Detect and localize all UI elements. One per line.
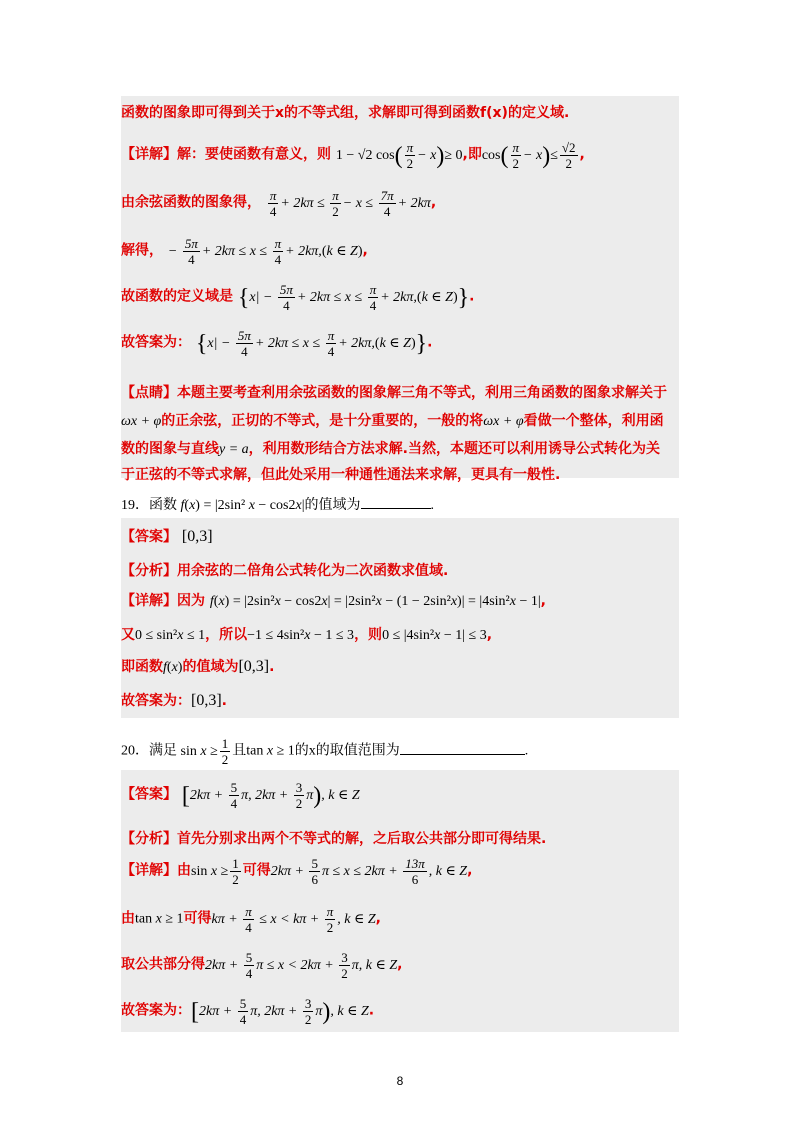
formula: f(x) = |2sin²x − cos2x| = |2sin²x − (1 − 2sin²x)| = |4sin²x − 1| — [209, 594, 541, 609]
text-line: 【详解】解：要使函数有意义，则 1 − √2 cos( $\frac{\pi}{2}$ − x)≥ 0,即cos( $\frac{\pi}{2}$ − x)≤ $\frac{√2}{2}$ , — [121, 140, 585, 171]
tag-detail: 【详解】 — [121, 146, 177, 163]
text-line — [121, 438, 660, 458]
text-line — [121, 382, 667, 402]
text: 故答案为： — [121, 1002, 191, 1019]
formula: [2kπ + $\frac{5}{4}$ π, 2kπ + $\frac{3}{2}$ π), k ∈ Z — [181, 780, 360, 811]
formula: − $\frac{5\pi}{4}$ + 2kπ ≤ x ≤ $\frac{\pi}{4}$ + 2kπ,(k ∈ Z) — [167, 236, 363, 267]
formula: {x| − $\frac{5\pi}{4}$ + 2kπ ≤ x ≤ $\frac{\pi}{4}$ + 2kπ,(k ∈ Z)} — [237, 282, 470, 313]
text: 又 — [121, 627, 135, 643]
text-line: 由余弦函数的图象得， $\frac{\pi}{4}$ + 2kπ ≤ $\frac{\pi}{2}$ − x ≤ $\frac{7\pi}{4}$ + 2kπ, — [121, 188, 437, 219]
solution-block-18 — [121, 96, 679, 483]
formula: kπ + $\frac{\pi}{4}$ ≤ x < kπ + $\frac{\pi}{2}$ , k ∈ Z — [211, 904, 376, 935]
text-line — [121, 780, 360, 811]
question-20 — [121, 736, 528, 767]
text-line: 【详解】由sin x ≥ $\frac{1}{2}$ 可得2kπ + $\frac{5}{6}$ π ≤ x ≤ 2kπ + $\frac{13\pi}{6}$ , k ∈ Z, — [121, 856, 473, 887]
question-19 — [121, 494, 434, 514]
text-line — [121, 828, 546, 848]
formula: ωx + φ — [121, 414, 162, 429]
formula: f(x) = |2sin² x − cos2x| — [180, 498, 305, 513]
formula: 2kπ + $\frac{5}{6}$ π ≤ x ≤ 2kπ + $\frac{13\pi}{6}$ , k ∈ Z — [270, 856, 468, 887]
formula: tan x ≥ 1 — [246, 743, 295, 759]
text-line: 故函数的定义域是 {x| − $\frac{5\pi}{4}$ + 2kπ ≤ x ≤ $\frac{\pi}{4}$ + 2kπ,(k ∈ Z)}. — [121, 282, 475, 313]
formula: tan x ≥ 1 — [135, 911, 184, 927]
text: . — [524, 743, 529, 759]
formula: −1 ≤ 4sin²x − 1 ≤ 3 — [247, 628, 355, 643]
tag-answer: 【答案】 — [121, 529, 177, 545]
formula: [2kπ + $\frac{5}{4}$ π, 2kπ + $\frac{3}{2}$ π), k ∈ Z — [191, 996, 369, 1027]
text: 看做一个整体，利用函 — [523, 413, 664, 429]
tag-detail: 【详解】 — [121, 593, 177, 609]
text-line — [121, 526, 213, 546]
answer-blank — [400, 754, 525, 755]
tag-analysis: 【分析】 — [121, 831, 177, 847]
tag-detail: 【详解】 — [121, 862, 177, 879]
text-line: 又0 ≤ sin²x ≤ 1，所以−1 ≤ 4sin²x − 1 ≤ 3，则0 ≤ |4sin²x − 1| ≤ 3, — [121, 627, 493, 643]
tag-answer: 【答案】 — [121, 786, 177, 803]
text: 故答案为： — [121, 334, 191, 351]
text: 函数的图象即可得到关于x的不等式组，求解即可得到函数f(x)的定义域. — [121, 105, 570, 121]
text-line: 故答案为：[2kπ + $\frac{5}{4}$ π, 2kπ + $\frac{3}{2}$ π), k ∈ Z. — [121, 996, 375, 1027]
formula: $\frac{\pi}{4}$ + 2kπ ≤ $\frac{\pi}{2}$ − x ≤ $\frac{7\pi}{4}$ + 2kπ — [269, 188, 431, 219]
text-line: 即函数f(x)的值域为[0,3]. — [121, 658, 275, 675]
tag-remark: 【点睛】 — [121, 385, 177, 401]
text: 由 — [177, 862, 191, 879]
text: . — [430, 498, 434, 513]
text: 可得 — [242, 862, 271, 879]
text: 故函数的定义域是 — [121, 288, 233, 305]
text: 解：要使函数有意义，则 — [177, 146, 331, 163]
text: ，利用数形结合方法求解.当然，本题还可以利用诱导公式转化为关 — [248, 441, 660, 457]
formula: sin x ≥ $\frac{1}{2}$ — [180, 736, 229, 767]
text: 故答案为： — [121, 693, 191, 709]
formula: 0 ≤ sin²x ≤ 1 — [135, 628, 206, 643]
text: 首先分别求出两个不等式的解，之后取公共部分即可得结果. — [177, 831, 547, 847]
formula: [0,3] — [238, 658, 270, 675]
text: 本题主要考查利用余弦函数的图象解三角不等式，利用三角函数的图象求解关于 — [177, 385, 667, 401]
text: 用余弦的二倍角公式转化为二次函数求值域. — [177, 563, 449, 579]
formula: ωx + φ — [483, 414, 524, 429]
answer-value: [0,3] — [181, 528, 213, 545]
text: 数的图象与直线 — [121, 441, 219, 457]
formula: sin x ≥ $\frac{1}{2}$ — [191, 856, 239, 887]
text-line — [121, 410, 664, 430]
text-line: 取公共部分得2kπ + $\frac{5}{4}$ π ≤ x < 2kπ + $\frac{3}{2}$ π, k ∈ Z, — [121, 950, 403, 981]
text-line — [121, 102, 569, 122]
text: 即函数 — [121, 659, 163, 675]
text-line: 故答案为： {x| − $\frac{5\pi}{4}$ + 2kπ ≤ x ≤ $\frac{\pi}{4}$ + 2kπ,(k ∈ Z)}. — [121, 328, 433, 359]
text-line: 由tan x ≥ 1可得kπ + $\frac{\pi}{4}$ ≤ x < kπ + $\frac{\pi}{2}$ , k ∈ Z, — [121, 904, 381, 935]
text: 解得， — [121, 242, 163, 259]
formula: 2kπ + $\frac{5}{4}$ π ≤ x < 2kπ + $\frac{3}{2}$ π, k ∈ Z — [205, 950, 398, 981]
question-number: 19．函数 — [121, 498, 177, 513]
text: 由余弦函数的图象得， — [121, 194, 261, 211]
text: 可得 — [183, 910, 212, 927]
text-line: 故答案为：[0,3]. — [121, 692, 227, 709]
solution-block-19 — [121, 518, 679, 718]
text: 的值域为 — [304, 498, 361, 513]
text: 的x的取值范围为 — [294, 743, 400, 759]
text: ，则 — [354, 627, 383, 643]
question-number: 20．满足 — [121, 743, 177, 759]
formula: f(x) — [163, 660, 183, 675]
solution-block-20 — [121, 770, 679, 1032]
formula: y = a — [219, 442, 249, 457]
text-line — [121, 560, 448, 580]
formula: 0 ≤ |4sin²x − 1| ≤ 3 — [382, 628, 487, 643]
text: 由 — [121, 910, 135, 927]
formula: [0,3] — [191, 692, 222, 709]
formula: cos( $\frac{\pi}{2}$ − x)≤ $\frac{√2}{2}$ — [481, 140, 576, 171]
answer-blank — [361, 508, 431, 509]
text-line — [121, 464, 560, 484]
text: 因为 — [177, 593, 205, 609]
text-line: 解得， − $\frac{5\pi}{4}$ + 2kπ ≤ x ≤ $\frac{\pi}{4}$ + 2kπ,(k ∈ Z), — [121, 236, 368, 267]
text: 且 — [232, 743, 247, 759]
text: 取公共部分得 — [121, 956, 205, 973]
formula: {x| − $\frac{5\pi}{4}$ + 2kπ ≤ x ≤ $\frac{\pi}{4}$ + 2kπ,(k ∈ Z)} — [195, 328, 428, 359]
text-line: 【详解】因为 f(x) = |2sin²x − cos2x| = |2sin²x − (1 − 2sin²x)| = |4sin²x − 1|, — [121, 593, 546, 609]
text: 的值域为 — [182, 659, 239, 675]
text: 的正余弦，正切的不等式，是十分重要的，一般的将 — [161, 413, 484, 429]
text: ，所以 — [205, 627, 248, 643]
tag-analysis: 【分析】 — [121, 563, 177, 579]
page-number: 8 — [396, 1074, 404, 1088]
formula: 1 − √2 cos( $\frac{\pi}{2}$ − x)≥ 0 — [335, 140, 463, 171]
text: ,即 — [462, 146, 482, 163]
text: 于正弦的不等式求解，但此处采用一种通性通法来求解，更具有一般性. — [121, 467, 561, 483]
